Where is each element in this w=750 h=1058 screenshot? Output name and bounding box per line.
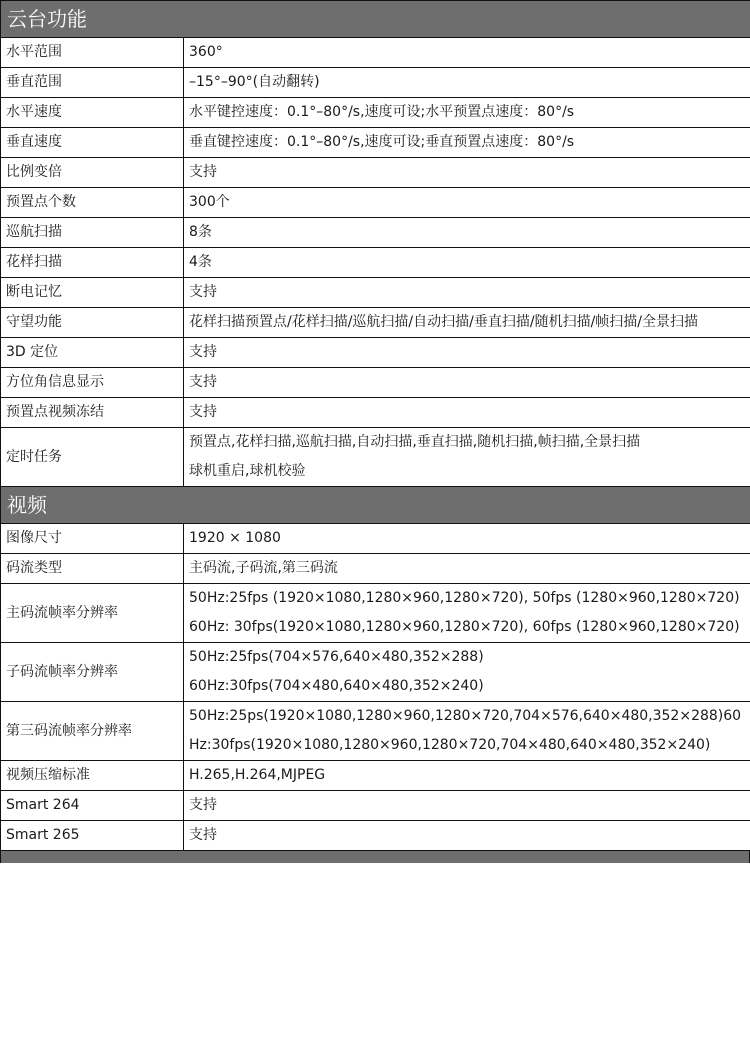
table-row — [1, 643, 750, 702]
row-value — [184, 128, 750, 158]
row-value — [184, 398, 750, 428]
row-label: 守望功能 — [1, 308, 184, 338]
row-value — [184, 821, 750, 851]
row-label: 水平速度 — [1, 98, 184, 128]
row-value-text: H.265,H.264,MJPEG — [189, 767, 326, 783]
section-header — [1, 1, 750, 38]
row-value-text: 支持 — [189, 827, 217, 843]
row-value — [184, 98, 750, 128]
row-value-text: 预置点,花样扫描,巡航扫描,自动扫描,垂直扫描,随机扫描,帧扫描,全景扫描 — [189, 434, 641, 450]
row-value-text: 水平键控速度：0.1°–80°/s,速度可设;水平预置点速度：80°/s — [189, 104, 575, 120]
row-label: 花样扫描 — [1, 248, 184, 278]
section-title: 云台功能 — [1, 1, 750, 38]
row-value — [184, 158, 750, 188]
row-value — [184, 338, 750, 368]
row-value-text: 支持 — [189, 404, 217, 420]
row-value-text: 60Hz:30fps(704×480,640×480,352×240) — [189, 678, 484, 694]
row-value-text: 8条 — [189, 224, 212, 240]
row-label: 断电记忆 — [1, 278, 184, 308]
row-value-text: 支持 — [189, 344, 217, 360]
row-value-text: 50Hz:25fps (1920×1080,1280×960,1280×720), 50fps (1280×960,1280×720) — [189, 590, 740, 606]
row-value-text: –15°–90°(自动翻转) — [189, 74, 320, 90]
row-label: 垂直范围 — [1, 68, 184, 98]
row-value-text: 300个 — [189, 194, 230, 210]
row-value — [184, 791, 750, 821]
row-value — [184, 248, 750, 278]
section-title: 视频 — [1, 487, 750, 524]
table-row — [1, 702, 750, 761]
row-label: 比例变倍 — [1, 158, 184, 188]
row-value — [184, 218, 750, 248]
table-row — [1, 524, 750, 554]
row-label: 垂直速度 — [1, 128, 184, 158]
row-label: 预置点个数 — [1, 188, 184, 218]
row-label: Smart 265 — [1, 821, 184, 851]
row-label: 水平范围 — [1, 38, 184, 68]
row-label: 预置点视频冻结 — [1, 398, 184, 428]
row-value — [184, 368, 750, 398]
row-label: 主码流帧率分辨率 — [1, 584, 184, 643]
table-row — [1, 338, 750, 368]
row-value — [184, 188, 750, 218]
row-value-text: 球机重启,球机校验 — [189, 463, 306, 479]
row-value-text: 支持 — [189, 284, 217, 300]
table-row — [1, 761, 750, 791]
row-label: 3D 定位 — [1, 338, 184, 368]
row-value — [184, 428, 750, 487]
row-value — [184, 761, 750, 791]
row-value — [184, 643, 750, 702]
row-value — [184, 524, 750, 554]
table-row — [1, 368, 750, 398]
table-row — [1, 278, 750, 308]
table-row — [1, 98, 750, 128]
row-label: 第三码流帧率分辨率 — [1, 702, 184, 761]
table-row — [1, 308, 750, 338]
table-row — [1, 68, 750, 98]
row-label: 方位角信息显示 — [1, 368, 184, 398]
row-value-text: 支持 — [189, 374, 217, 390]
row-value — [184, 584, 750, 643]
row-value — [184, 68, 750, 98]
table-row — [1, 128, 750, 158]
spec-table-body — [1, 1, 750, 851]
next-section-header-edge — [0, 851, 750, 863]
table-row — [1, 554, 750, 584]
table-row — [1, 791, 750, 821]
table-row — [1, 398, 750, 428]
row-label: 巡航扫描 — [1, 218, 184, 248]
row-value — [184, 38, 750, 68]
table-row — [1, 428, 750, 487]
row-value-text: 1920 × 1080 — [189, 530, 281, 546]
row-value-text: 4条 — [189, 254, 212, 270]
row-value-text: 支持 — [189, 797, 217, 813]
row-label: 子码流帧率分辨率 — [1, 643, 184, 702]
row-value — [184, 554, 750, 584]
table-row — [1, 821, 750, 851]
row-value-text: 50Hz:25ps(1920×1080,1280×960,1280×720,704×576,640×480,352×288)60Hz:30fps(1920×1080,1280×960,1280×720,704×480,640×480,352×240) — [189, 708, 742, 753]
row-value — [184, 308, 750, 338]
table-row — [1, 248, 750, 278]
section-header — [1, 487, 750, 524]
row-value-text: 支持 — [189, 164, 217, 180]
row-label: Smart 264 — [1, 791, 184, 821]
row-value — [184, 278, 750, 308]
row-label: 图像尺寸 — [1, 524, 184, 554]
table-row — [1, 158, 750, 188]
row-value-text: 花样扫描预置点/花样扫描/巡航扫描/自动扫描/垂直扫描/随机扫描/帧扫描/全景扫描 — [189, 314, 699, 330]
row-label: 码流类型 — [1, 554, 184, 584]
row-value-text: 垂直键控速度：0.1°–80°/s,速度可设;垂直预置点速度：80°/s — [189, 134, 575, 150]
row-label: 视频压缩标准 — [1, 761, 184, 791]
row-value-text: 50Hz:25fps(704×576,640×480,352×288) — [189, 649, 484, 665]
table-row — [1, 38, 750, 68]
table-row — [1, 218, 750, 248]
table-row — [1, 584, 750, 643]
row-value-text: 60Hz: 30fps(1920×1080,1280×960,1280×720), 60fps (1280×960,1280×720) — [189, 619, 740, 635]
row-label: 定时任务 — [1, 428, 184, 487]
row-value — [184, 702, 750, 761]
row-value-text: 主码流,子码流,第三码流 — [189, 560, 338, 576]
row-value-text: 360° — [189, 44, 223, 60]
table-row — [1, 188, 750, 218]
